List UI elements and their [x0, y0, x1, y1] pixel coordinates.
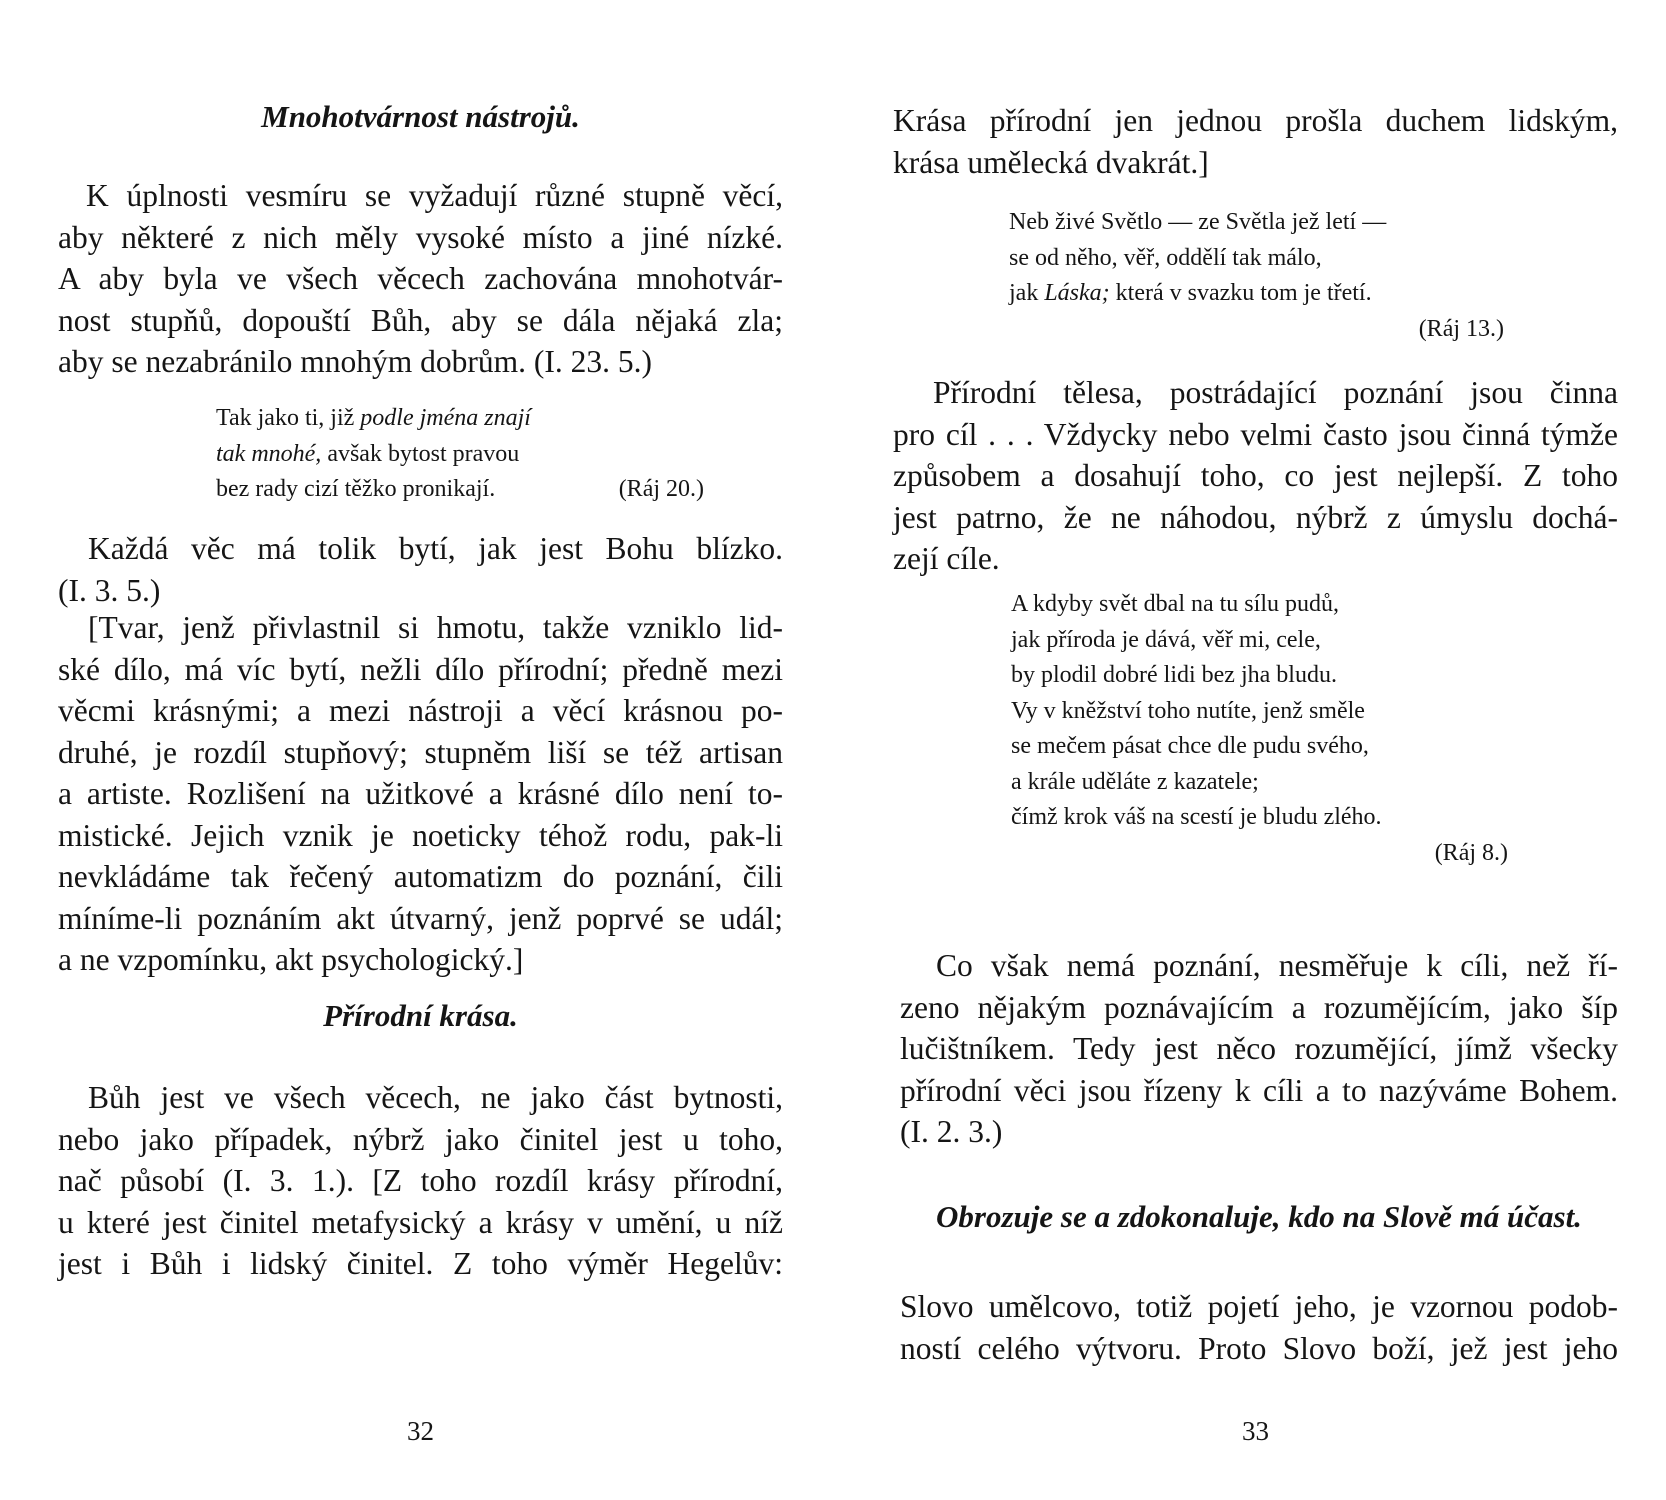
text-line: Co však nemá poznání, nesměřuje k cíli, než ří-: [936, 948, 1618, 983]
verse-reference: (Ráj 20.): [618, 476, 704, 502]
text-line: jest i Bůh i lidský činitel. Z toho výměr Hegelův:: [58, 1246, 783, 1281]
paragraph-tvar: [58, 607, 783, 981]
verse-line: jak Láska; která v svazku tom je třetí.: [1009, 280, 1372, 306]
text-line: (I. 2. 3.): [900, 1114, 1003, 1149]
text-line: ností celého výtvoru. Proto Slovo boží, jež jest jeho: [900, 1330, 1618, 1366]
text-line: Každá věc má tolik bytí, jak jest Bohu blízko.: [88, 531, 783, 566]
text-line: aby se nezabránilo mnohým dobrům. (I. 23. 5.): [58, 344, 652, 379]
section-heading-mnohotvarnost: Mnohotvárnost nástrojů.: [261, 99, 580, 134]
page-number: 33: [1242, 1416, 1269, 1446]
verse-line: se mečem pásat chce dle pudu svého,: [1011, 733, 1369, 759]
text-line: lučištníkem. Tedy jest něco rozumějící, jímž všecky: [900, 1031, 1618, 1066]
text-line: u které jest činitel metafysický a krásy v umění, u níž: [58, 1204, 783, 1240]
text-line: nost stupňů, dopouští Bůh, aby se dála nějaká zla;: [58, 302, 783, 338]
paragraph-co-vsak: [900, 945, 1618, 1153]
text-line: druhé, je rozdíl stupňový; stupněm liší se též artisan: [58, 734, 783, 770]
text-line: zeno nějakým poznávajícím a rozumějícím, jako šíp: [900, 989, 1618, 1025]
text-line: K úplnosti vesmíru se vyžadují různé stupně věcí,: [86, 178, 783, 213]
text-line: přírodní věci jsou řízeny k cíli a to nazýváme Bohem.: [900, 1072, 1618, 1108]
verse-reference: (Ráj 8.): [1434, 839, 1508, 866]
paragraph-buh-jest: [58, 1077, 783, 1285]
section-heading-prirodni-krasa: Přírodní krása.: [323, 998, 518, 1033]
verse-line: Neb živé Světlo — ze Světla jež letí —: [1009, 209, 1387, 235]
left-page: [58, 0, 783, 1500]
text-line: Přírodní tělesa, postrádající poznání jsou činna: [933, 375, 1618, 410]
verse-line: čímž krok váš na scestí je bludu zlého.: [1011, 804, 1382, 830]
text-line: míníme-li poznáním akt útvarný, jenž poprvé se udál;: [58, 900, 783, 936]
verse-reference: (Ráj 13.): [1418, 315, 1504, 342]
paragraph-kazda-vec: [58, 528, 783, 611]
text-line: jest patrno, že ne náhodou, nýbrž z úmyslu dochá-: [893, 499, 1618, 535]
right-page: [893, 0, 1618, 1500]
text-line: nevkládáme tak řečený automatizm do poznání, čili: [58, 859, 783, 894]
text-line: ské dílo, má víc bytí, nežli dílo přírodní; předně mezi: [58, 651, 783, 687]
text-line: Krása přírodní jen jednou prošla duchem lidským,: [893, 103, 1618, 138]
text-line: [Tvar, jenž přivlastnil si hmotu, takže vzniklo lid-: [88, 610, 783, 645]
paragraph-slovo-umelcovo: [900, 1286, 1618, 1369]
text-line: (I. 3. 5.): [58, 572, 161, 608]
text-line: aby některé z nich měly vysoké místo a jiné nízké.: [58, 219, 783, 255]
verse-line: A kdyby svět dbal na tu sílu pudů,: [1011, 591, 1339, 617]
text-line: zejí cíle.: [893, 541, 1000, 576]
verse-line: jak příroda je dává, věř mi, cele,: [1011, 626, 1321, 653]
text-line: a ne vzpomínku, akt psychologický.]: [58, 942, 524, 977]
text-line: Bůh jest ve všech věcech, ne jako část bytnosti,: [88, 1080, 783, 1115]
text-line: nač působí (I. 3. 1.). [Z toho rozdíl krásy přírodní,: [58, 1163, 783, 1198]
verse-line: by plodil dobré lidi bez jha bludu.: [1011, 662, 1337, 688]
text-line: A aby byla ve všech věcech zachována mnohotvár-: [58, 261, 783, 296]
text-line: a artiste. Rozlišení na užitkové a krásné dílo není to-: [58, 776, 783, 811]
text-line: věcmi krásnými; a mezi nástroji a věcí krásnou po-: [58, 693, 783, 728]
text-line: způsobem a dosahují toho, co jest nejlepší. Z toho: [893, 458, 1618, 493]
verse-line: Tak jako ti, již podle jména znají: [216, 405, 531, 431]
page-number: 32: [407, 1416, 434, 1446]
verse-line: se od něho, věř, oddělí tak málo,: [1009, 244, 1322, 271]
verse-line: a krále uděláte z kazatele;: [1011, 768, 1259, 795]
paragraph-prirodni-telesa: [893, 372, 1618, 580]
text-line: Slovo umělcovo, totiž pojetí jeho, je vzornou podob-: [900, 1289, 1618, 1324]
section-heading-obrozuje: Obrozuje se a zdokonaluje, kdo na Slově má účast.: [936, 1199, 1582, 1234]
text-line: mistické. Jejich vznik je noeticky téhož rodu, pak-li: [58, 817, 783, 853]
verse-line: tak mnohé, avšak bytost pravou: [216, 440, 520, 467]
text-line: pro cíl . . . Vždycky nebo velmi často jsou činná týmže: [893, 416, 1618, 452]
verse-line: bez rady cizí těžko pronikají. (Ráj 20.): [216, 472, 704, 508]
text-line: nebo jako případek, nýbrž jako činitel jest u toho,: [58, 1121, 783, 1157]
verse-quote-raj-8: [1011, 587, 1508, 871]
paragraph-krasa-prirodni: [893, 100, 1618, 183]
paragraph-uplnost-vesmiru: [58, 175, 783, 383]
verse-quote-raj-20: [216, 401, 736, 508]
text-line: krása umělecká dvakrát.]: [893, 144, 1209, 180]
verse-quote-raj-13: [1009, 205, 1504, 347]
verse-line: Vy v kněžství toho nutíte, jenž směle: [1011, 697, 1365, 724]
